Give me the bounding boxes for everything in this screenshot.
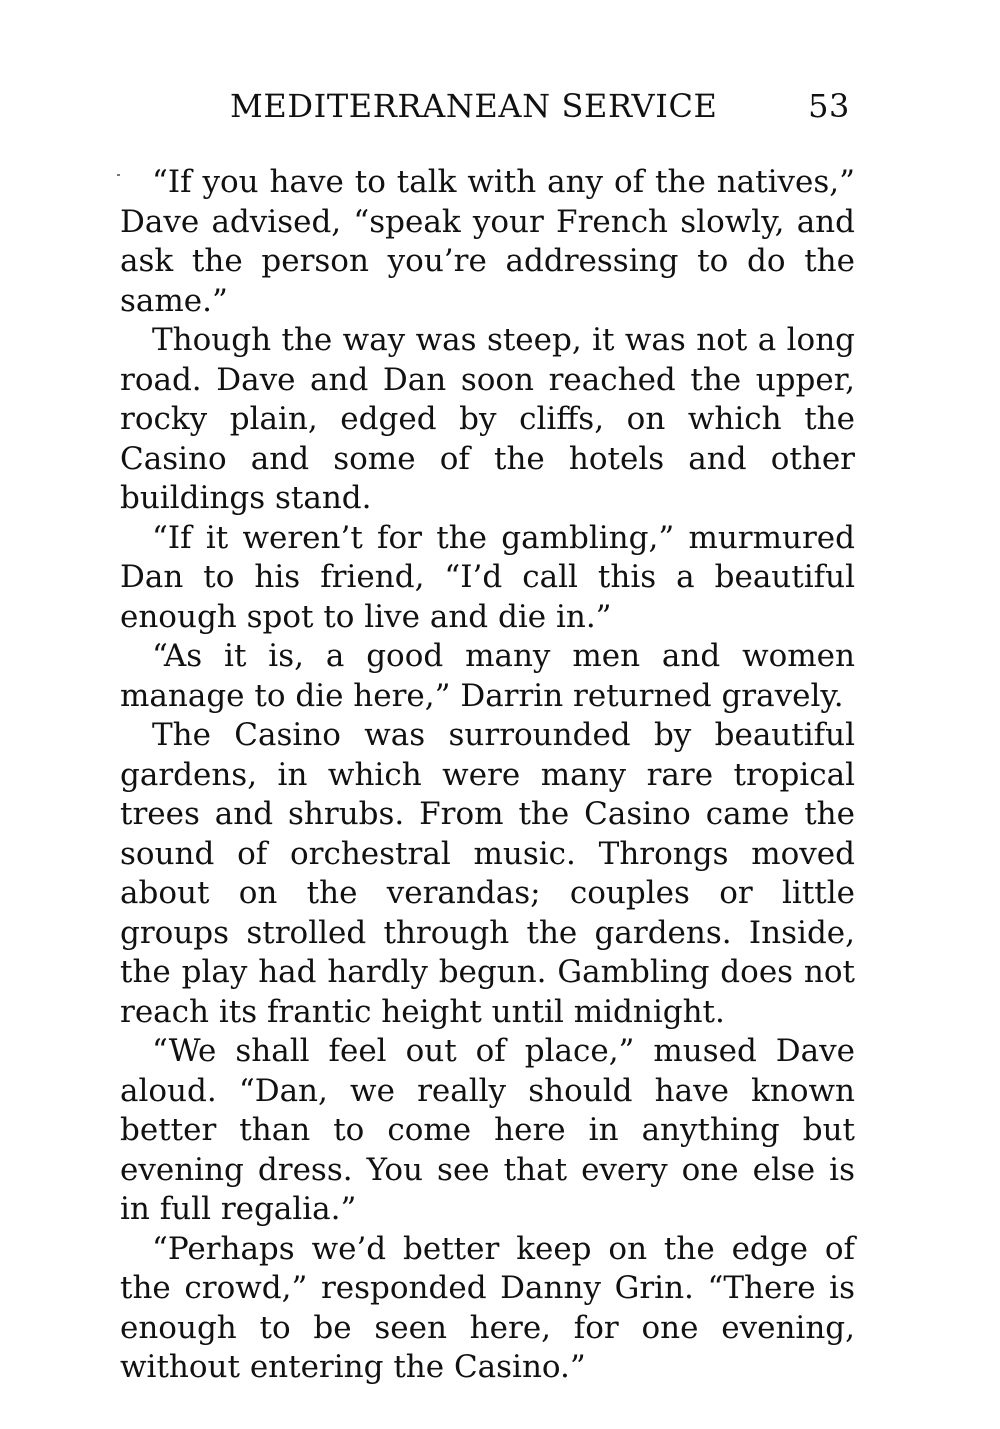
paragraph: Though the way was steep, it was not a long road. Dave and Dan soon reached the upper, rocky plain, edged by cliffs, on which the Casino and some of the hotels and other buildings stand. <box>120 322 855 516</box>
body-text <box>120 163 855 1388</box>
paragraph: “Perhaps we’d better keep on the edge of the crowd,” responded Danny Grin. “There is enough to be seen here, for one evening, without entering the Casino.” <box>120 1230 855 1385</box>
paragraph: “If you have to talk with any of the natives,” Dave advised, “speak your French slowly, and ask the person you’re addressing to do the same.” <box>120 164 855 319</box>
running-head <box>230 83 850 129</box>
paragraph: “As it is, a good many men and women manage to die here,” Darrin returned gravely. <box>120 638 855 714</box>
paragraph: “If it weren’t for the gambling,” murmured Dan to his friend, “I’d call this a beautiful enough spot to live and die in.” <box>120 519 855 635</box>
page-number: 53 <box>808 87 850 125</box>
paragraph: The Casino was surrounded by beautiful gardens, in which were many rare tropical trees and shrubs. From the Casino came the sound of orchestral music. Throngs moved about on the verandas; couples or little groups strolled through the gardens. Inside, the play had hardly begun. Gambling does not reach its frantic height until midnight. <box>120 717 855 1030</box>
running-title: MEDITERRANEAN SERVICE <box>230 87 718 125</box>
paragraph: “We shall feel out of place,” mused Dave aloud. “Dan, we really should have known better than to come here in anything but evening dress. You see that every one else is in full regalia.” <box>120 1033 855 1227</box>
